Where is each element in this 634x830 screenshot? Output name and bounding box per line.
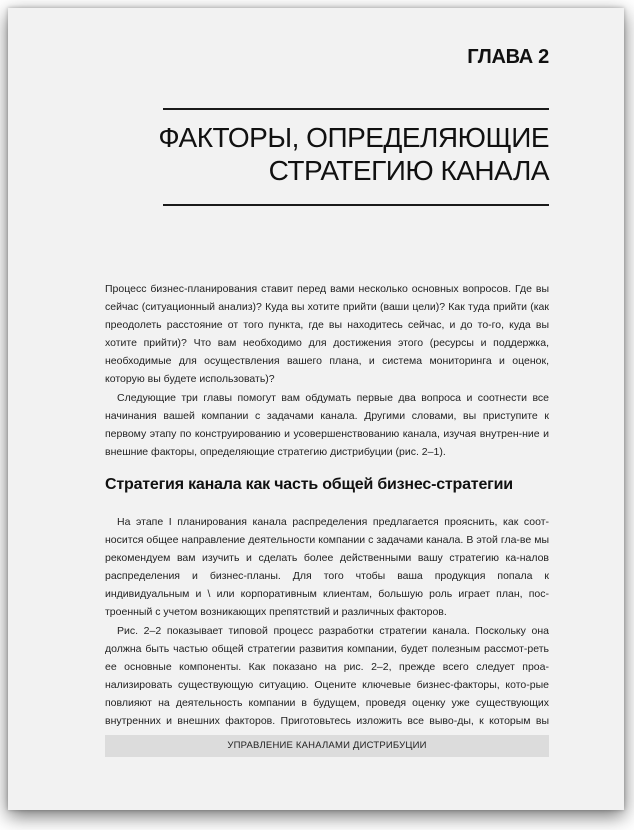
running-footer: УПРАВЛЕНИЕ КАНАЛАМИ ДИСТРИБУЦИИ — [105, 735, 549, 757]
book-page — [8, 8, 624, 810]
title-rule-top — [163, 108, 549, 110]
intro-paragraph-1: Процесс бизнес-планирования ставит перед вами несколько основных вопросов. Где вы сейчас (ситуационный анализ)? Куда вы хотите прийти (ваши цели)? Как туда прийти (как преодолеть расстояние от того пункта, где вы находитесь сейчас, и до то-го, куда вы хотите прийти)? Что вам необходимо для достижения этого (ресурсы и поддержка, необходимые для осуществления вашего плана, и система мониторинга и оценок, которую вы будете использовать)? — [105, 283, 549, 386]
section-paragraph-1: На этапе I планирования канала распределения предлагается прояснить, как соот-носится общее направление деятельности компании с задачами канала. В этой гла-ве мы рекомендуем вам изучить и сделать более действенными вашу стратегию ка-налов распределения и бизнес-планы. Для того чтобы ваша продукция попала к индивидуальным и \ или корпоративным клиентам, большую роль играет план, пос-троенный с учетом возникающих препятствий и различных факторов. — [105, 516, 549, 619]
section-paragraph-2: Рис. 2–2 показывает типовой процесс разработки стратегии канала. Поскольку она должна быть частью общей стратегии развития компании, будет полезным рассмот-реть ее основные компоненты. Как показано на рис. 2–2, прежде всего следует проа-нализировать существующую ситуацию. Оцените ключевые бизнес-факторы, кото-рые повлияют на деятельность компании в будущем, проведя оценку уже существующих внутренних и внешних факторов. Приготовьтесь изложить все выво-ды, к которым вы — [105, 624, 549, 728]
section-text — [105, 513, 549, 748]
intro-paragraph-2: Следующие три главы помогут вам обдумать первые два вопроса и соотнести все начинания вашей компании с задачами канала. Другими словами, вы приступите к первому этапу по конструированию и усовершенствованию канала, изучая внутрен-ние и внешние факторы, определяющие стратегию дистрибуции (рис. 2–1). — [105, 391, 549, 458]
intro-text — [105, 280, 549, 461]
title-rule-bottom — [163, 204, 549, 206]
chapter-label: ГЛАВА 2 — [467, 46, 549, 68]
chapter-title — [129, 121, 549, 187]
chapter-title-line-2: СТРАТЕГИЮ КАНАЛА — [268, 155, 549, 186]
chapter-title-line-1: ФАКТОРЫ, ОПРЕДЕЛЯЮЩИЕ — [158, 122, 549, 153]
section-heading: Стратегия канала как часть общей бизнес-стратегии — [105, 476, 513, 493]
